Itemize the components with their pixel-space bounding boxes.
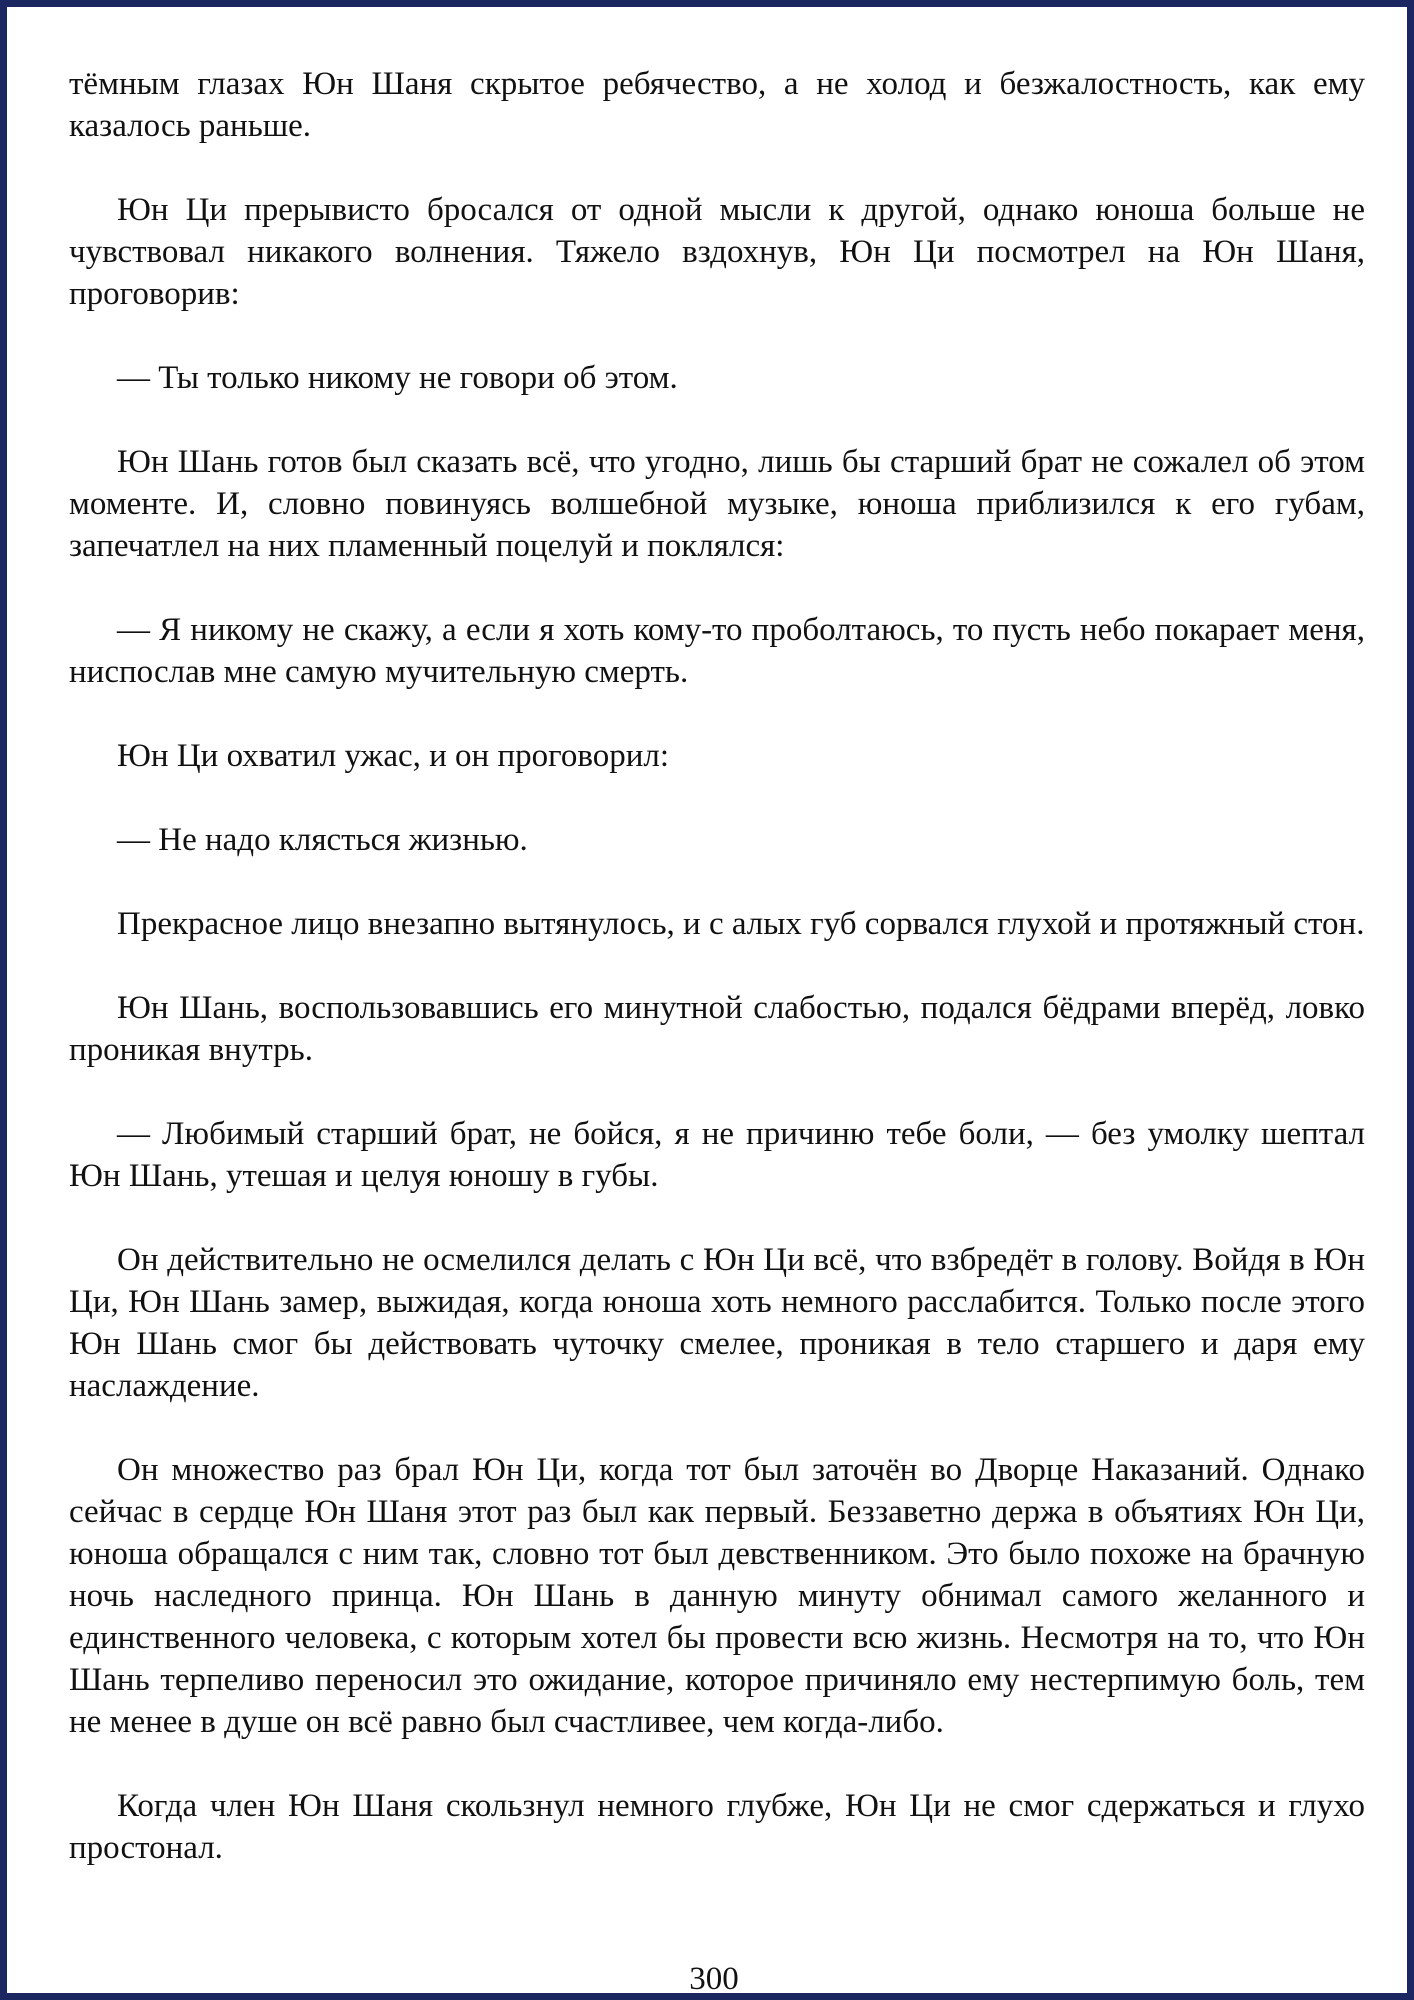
paragraph-7: — Не надо клясться жизнью. bbox=[117, 822, 528, 858]
paragraph-9: Юн Шань, воспользовавшись его минутной слабостью, подался бёдрами вперёд, ловко проникая внутрь. bbox=[69, 990, 1365, 1068]
paragraph-10: — Любимый старший брат, не бойся, я не причиню тебе боли, — без умолку шептал Юн Шань, утешая и целуя юношу в губы. bbox=[69, 1116, 1365, 1194]
text-body bbox=[69, 63, 1365, 1869]
paragraph-12: Он множество раз брал Юн Ци, когда тот был заточён во Дворце Наказаний. Однако сейчас в сердце Юн Шаня этот раз был как первый. Беззаветно держа в объятиях Юн Ци, юноша обращался с ним так, словно тот был девственником. Это было похоже на брачную ночь наследного принца. Юн Шань в данную минуту обнимал самого желанного и единственного человека, с которым хотел бы провести всю жизнь. Несмотря на то, что Юн Шань терпеливо переносил это ожидание, которое причиняло ему нестерпимую боль, тем не менее в душе он всё равно был счастливее, чем когда-либо. bbox=[69, 1452, 1365, 1740]
paragraph-6: Юн Ци охватил ужас, и он проговорил: bbox=[117, 738, 669, 774]
paragraph-2: Юн Ци прерывисто бросался от одной мысли к другой, однако юноша больше не чувствовал никакого волнения. Тяжело вздохнув, Юн Ци посмотрел на Юн Шаня, проговорив: bbox=[69, 192, 1365, 312]
paragraph-13: Когда член Юн Шаня скользнул немного глубже, Юн Ци не смог сдержаться и глухо простонал. bbox=[69, 1788, 1365, 1866]
page-number: 300 bbox=[689, 1961, 739, 1997]
paragraph-5: — Я никому не скажу, а если я хоть кому-то проболтаюсь, то пусть небо покарает меня, ниспослав мне самую мучительную смерть. bbox=[69, 612, 1365, 690]
paragraph-11: Он действительно не осмелился делать с Юн Ци всё, что взбредёт в голову. Войдя в Юн Ци, Юн Шань замер, выжидая, когда юноша хоть немного расслабится. Только после этого Юн Шань смог бы действовать чуточку смелее, проникая в тело старшего и даря ему наслаждение. bbox=[69, 1242, 1365, 1404]
paragraph-8: Прекрасное лицо внезапно вытянулось, и с алых губ сорвался глухой и протяжный стон. bbox=[117, 906, 1365, 942]
paragraph-3: — Ты только никому не говори об этом. bbox=[117, 360, 678, 396]
paragraph-1: тёмным глазах Юн Шаня скрытое ребячество, а не холод и безжалостность, как ему казалось раньше. bbox=[69, 66, 1365, 144]
paragraph-4: Юн Шань готов был сказать всё, что угодно, лишь бы старший брат не сожалел об этом моменте. И, словно повинуясь волшебной музыке, юноша приблизился к его губам, запечатлел на них пламенный поцелуй и поклялся: bbox=[69, 444, 1365, 564]
